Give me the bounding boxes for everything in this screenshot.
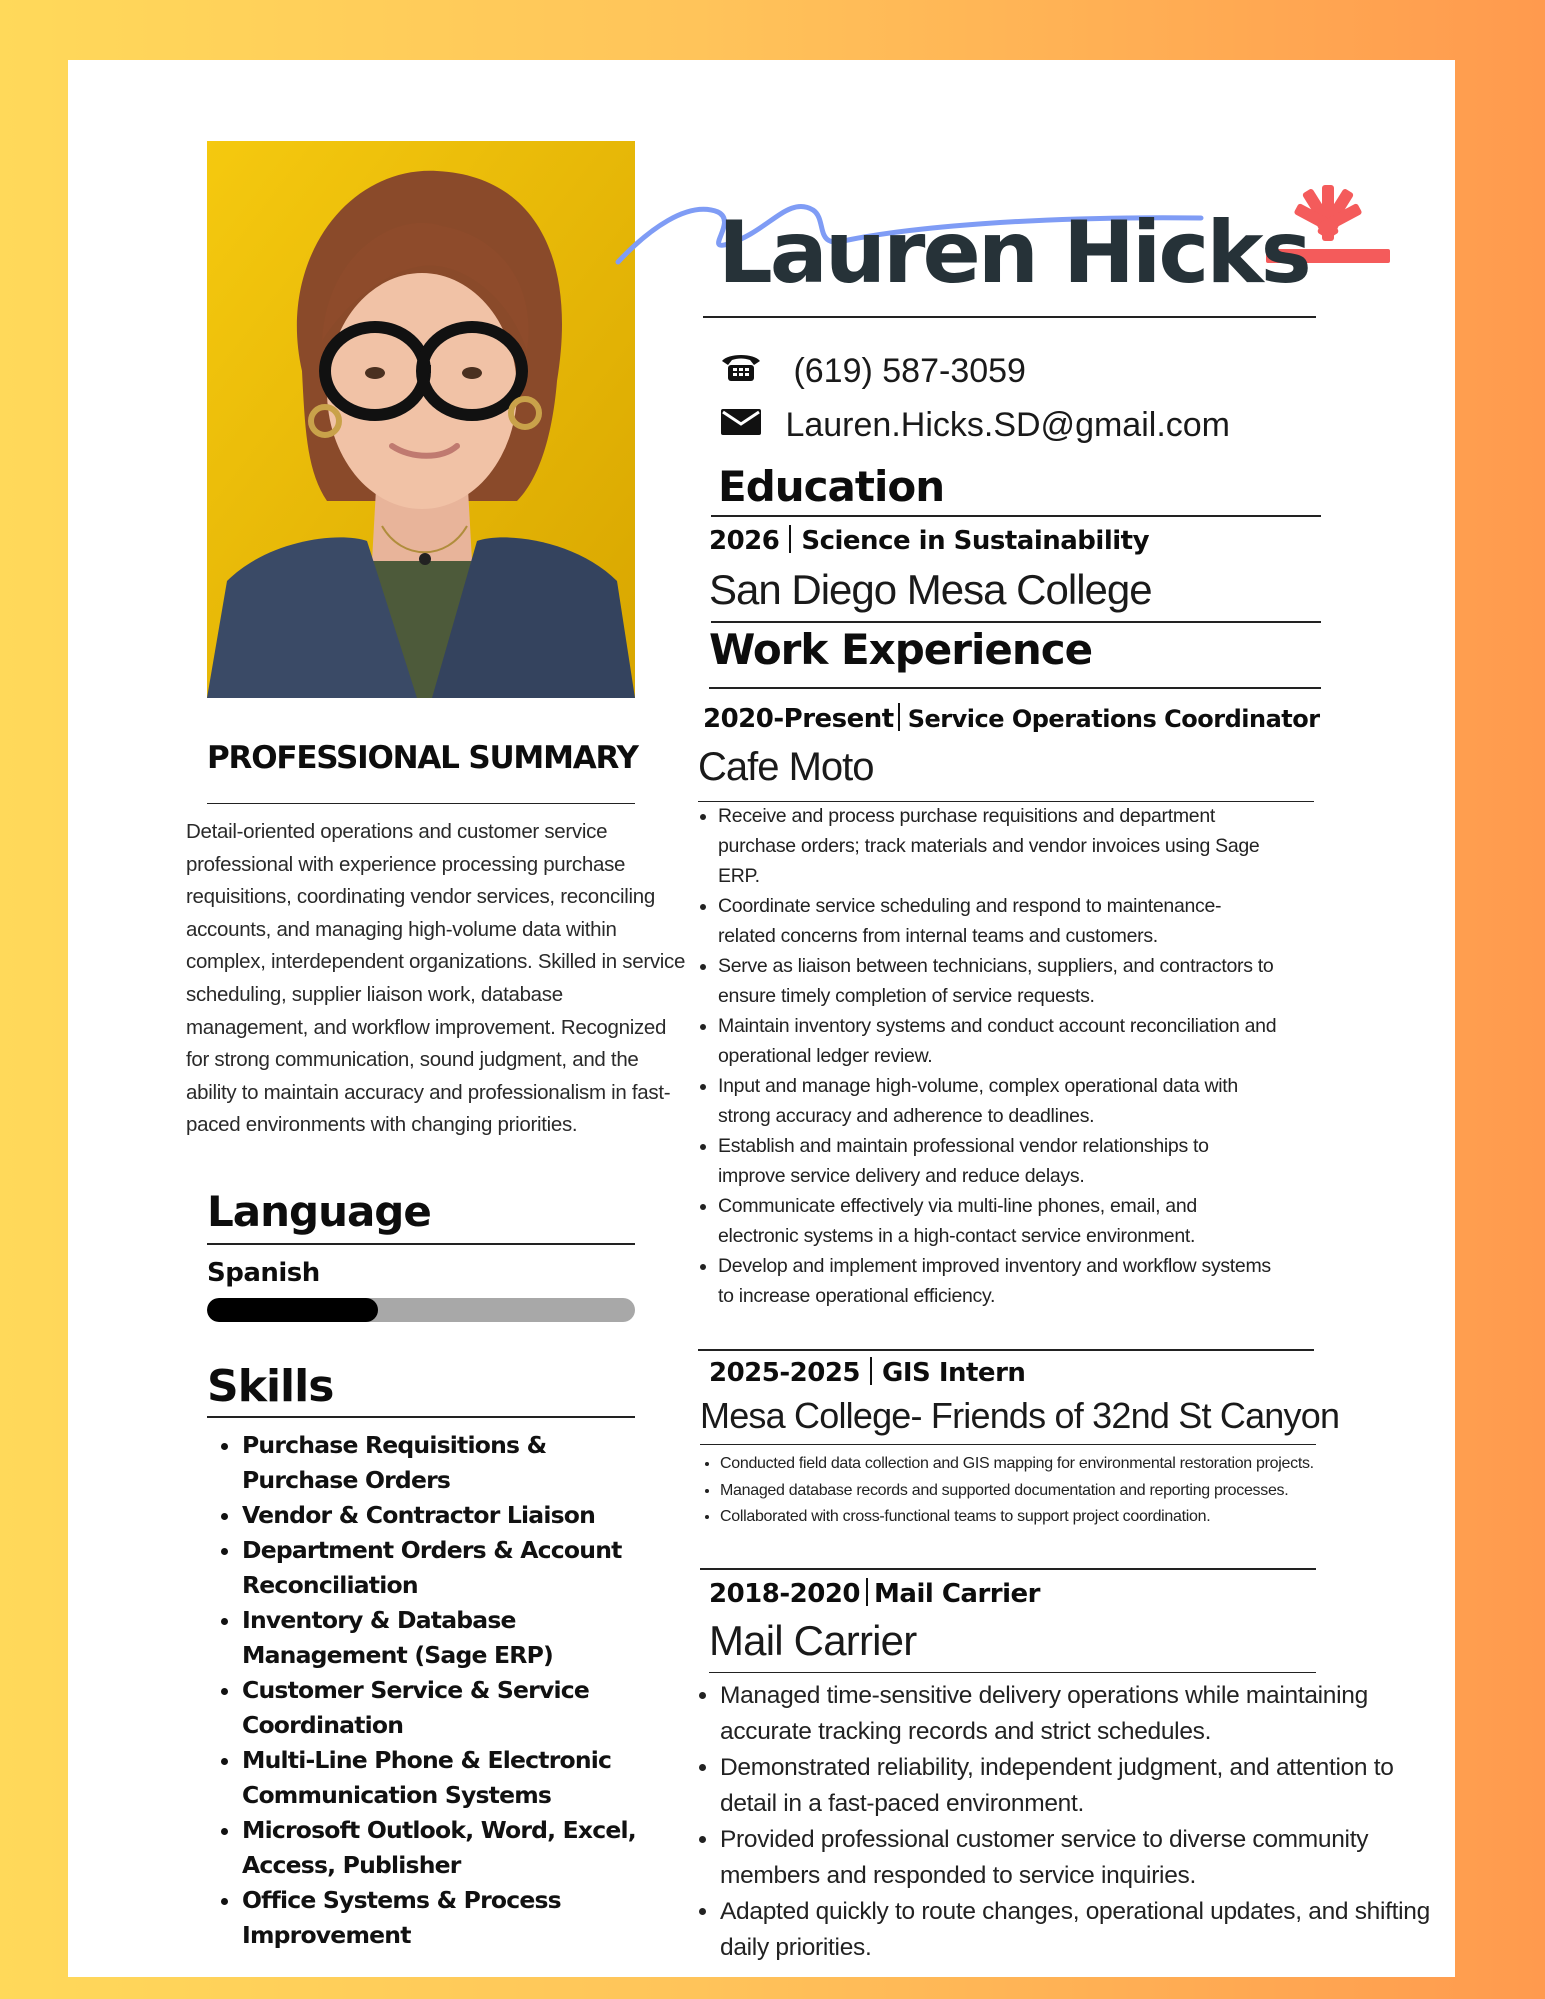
- resume-page: [68, 60, 1455, 1977]
- list-item: • Microsoft Outlook, Word, Excel, Access, Publisher: [242, 1813, 662, 1883]
- divider: [703, 316, 1316, 318]
- phone-number: (619) 587-3059: [793, 351, 1026, 390]
- job-dates: 2018-2020: [709, 1579, 861, 1609]
- divider: [709, 687, 1321, 689]
- skills-heading: Skills: [207, 1361, 334, 1412]
- job-dates: 2025-2025: [709, 1358, 861, 1388]
- list-item: • Serve as liaison between technicians, suppliers, and contractors to ensure timely completion of service requests.: [718, 951, 1278, 1011]
- list-item: • Conducted field data collection and GIS mapping for environmental restoration projects.: [720, 1451, 1400, 1478]
- divider: [700, 1568, 1316, 1570]
- list-item: • Receive and process purchase requisitions and department purchase orders; track materials and vendor invoices using Sage ERP.: [718, 801, 1278, 891]
- email-address: Lauren.Hicks.SD@gmail.com: [785, 405, 1230, 444]
- list-item: • Office Systems & Process Improvement: [242, 1883, 662, 1953]
- email-row: [720, 404, 1230, 445]
- language-name: Spanish: [207, 1258, 320, 1288]
- divider: [700, 1444, 1316, 1445]
- language-progress-bar: [207, 1298, 635, 1322]
- list-item: • Customer Service & Service Coordination: [242, 1673, 662, 1743]
- list-item: • Purchase Requisitions & Purchase Orders: [242, 1428, 662, 1498]
- education-heading: Education: [718, 462, 945, 511]
- separator: [870, 1357, 872, 1385]
- phone-row: [720, 350, 1026, 392]
- job-title: GIS Intern: [882, 1358, 1026, 1388]
- separator: [789, 525, 791, 553]
- divider: [709, 1672, 1316, 1673]
- education-school: San Diego Mesa College: [709, 566, 1152, 613]
- separator: [898, 703, 900, 731]
- divider: [207, 1243, 635, 1245]
- list-item: • Establish and maintain professional vendor relationships to improve service delivery and reduce delays.: [718, 1131, 1278, 1191]
- list-item: • Inventory & Database Management (Sage ERP): [242, 1603, 662, 1673]
- candidate-name: Lauren Hicks: [718, 203, 1309, 303]
- list-item: • Maintain inventory systems and conduct account reconciliation and operational ledger review.: [718, 1011, 1278, 1071]
- list-item: • Adapted quickly to route changes, operational updates, and shifting daily priorities.: [720, 1894, 1430, 1966]
- list-item: • Department Orders & Account Reconciliation: [242, 1533, 662, 1603]
- divider: [711, 515, 1321, 517]
- job-header: [703, 703, 1320, 732]
- list-item: • Managed time-sensitive delivery operations while maintaining accurate tracking records and strict schedules.: [720, 1678, 1430, 1750]
- job-header: [709, 1578, 1040, 1607]
- summary-heading: PROFESSIONAL SUMMARY: [207, 740, 638, 776]
- divider: [698, 1349, 1314, 1351]
- divider: [207, 1416, 635, 1418]
- job-bullets: [700, 1451, 1400, 1531]
- list-item: • Collaborated with cross-functional teams to support project coordination.: [720, 1504, 1400, 1531]
- work-experience-heading: Work Experience: [709, 625, 1093, 674]
- list-item: • Coordinate service scheduling and respond to maintenance-related concerns from internal teams and customers.: [718, 891, 1278, 951]
- profile-photo: [207, 141, 635, 698]
- education-year: 2026: [709, 526, 780, 556]
- list-item: • Develop and implement improved inventory and workflow systems to increase operational efficiency.: [718, 1251, 1278, 1311]
- list-item: • Managed database records and supported documentation and reporting processes.: [720, 1478, 1400, 1505]
- divider: [711, 621, 1321, 623]
- list-item: • Input and manage high-volume, complex operational data with strong accuracy and adherence to deadlines.: [718, 1071, 1278, 1131]
- job-org: Mail Carrier: [709, 1617, 917, 1664]
- language-progress-fill: [207, 1298, 378, 1322]
- envelope-icon: [720, 406, 762, 445]
- job-title: Mail Carrier: [874, 1579, 1040, 1609]
- telephone-icon: [720, 351, 762, 392]
- job-dates: 2020-Present: [703, 704, 894, 734]
- job-org: Mesa College- Friends of 32nd St Canyon: [700, 1395, 1340, 1436]
- language-heading: Language: [207, 1187, 431, 1236]
- summary-text: Detail-oriented operations and customer service professional with experience processing purchase requisitions, coordinating vendor services, reconciling accounts, and managing high-volume data within complex, interdependent organizations. Skilled in service scheduling, supplier liaison work, database management, and workflow improvement. Recognized for strong communication, sound judgment, and the ability to maintain accuracy and professionalism in fast-paced environments with changing priorities.: [186, 820, 686, 1137]
- list-item: • Vendor & Contractor Liaison: [242, 1498, 662, 1533]
- list-item: • Demonstrated reliability, independent judgment, and attention to detail in a fast-paced environment.: [720, 1750, 1430, 1822]
- job-bullets: [698, 801, 1278, 1311]
- job-org: Cafe Moto: [698, 745, 874, 789]
- separator: [866, 1578, 868, 1606]
- education-line: [709, 525, 1149, 554]
- divider: [207, 803, 635, 804]
- job-title: Service Operations Coordinator: [907, 705, 1320, 733]
- skills-list: [218, 1428, 662, 1953]
- job-header: [709, 1357, 1025, 1386]
- list-item: • Multi-Line Phone & Electronic Communication Systems: [242, 1743, 662, 1813]
- job-bullets: [700, 1678, 1430, 1966]
- education-degree: Science in Sustainability: [801, 526, 1150, 556]
- list-item: • Communicate effectively via multi-line phones, email, and electronic systems in a high-contact service environment.: [718, 1191, 1278, 1251]
- list-item: • Provided professional customer service to diverse community members and responded to service inquiries.: [720, 1822, 1430, 1894]
